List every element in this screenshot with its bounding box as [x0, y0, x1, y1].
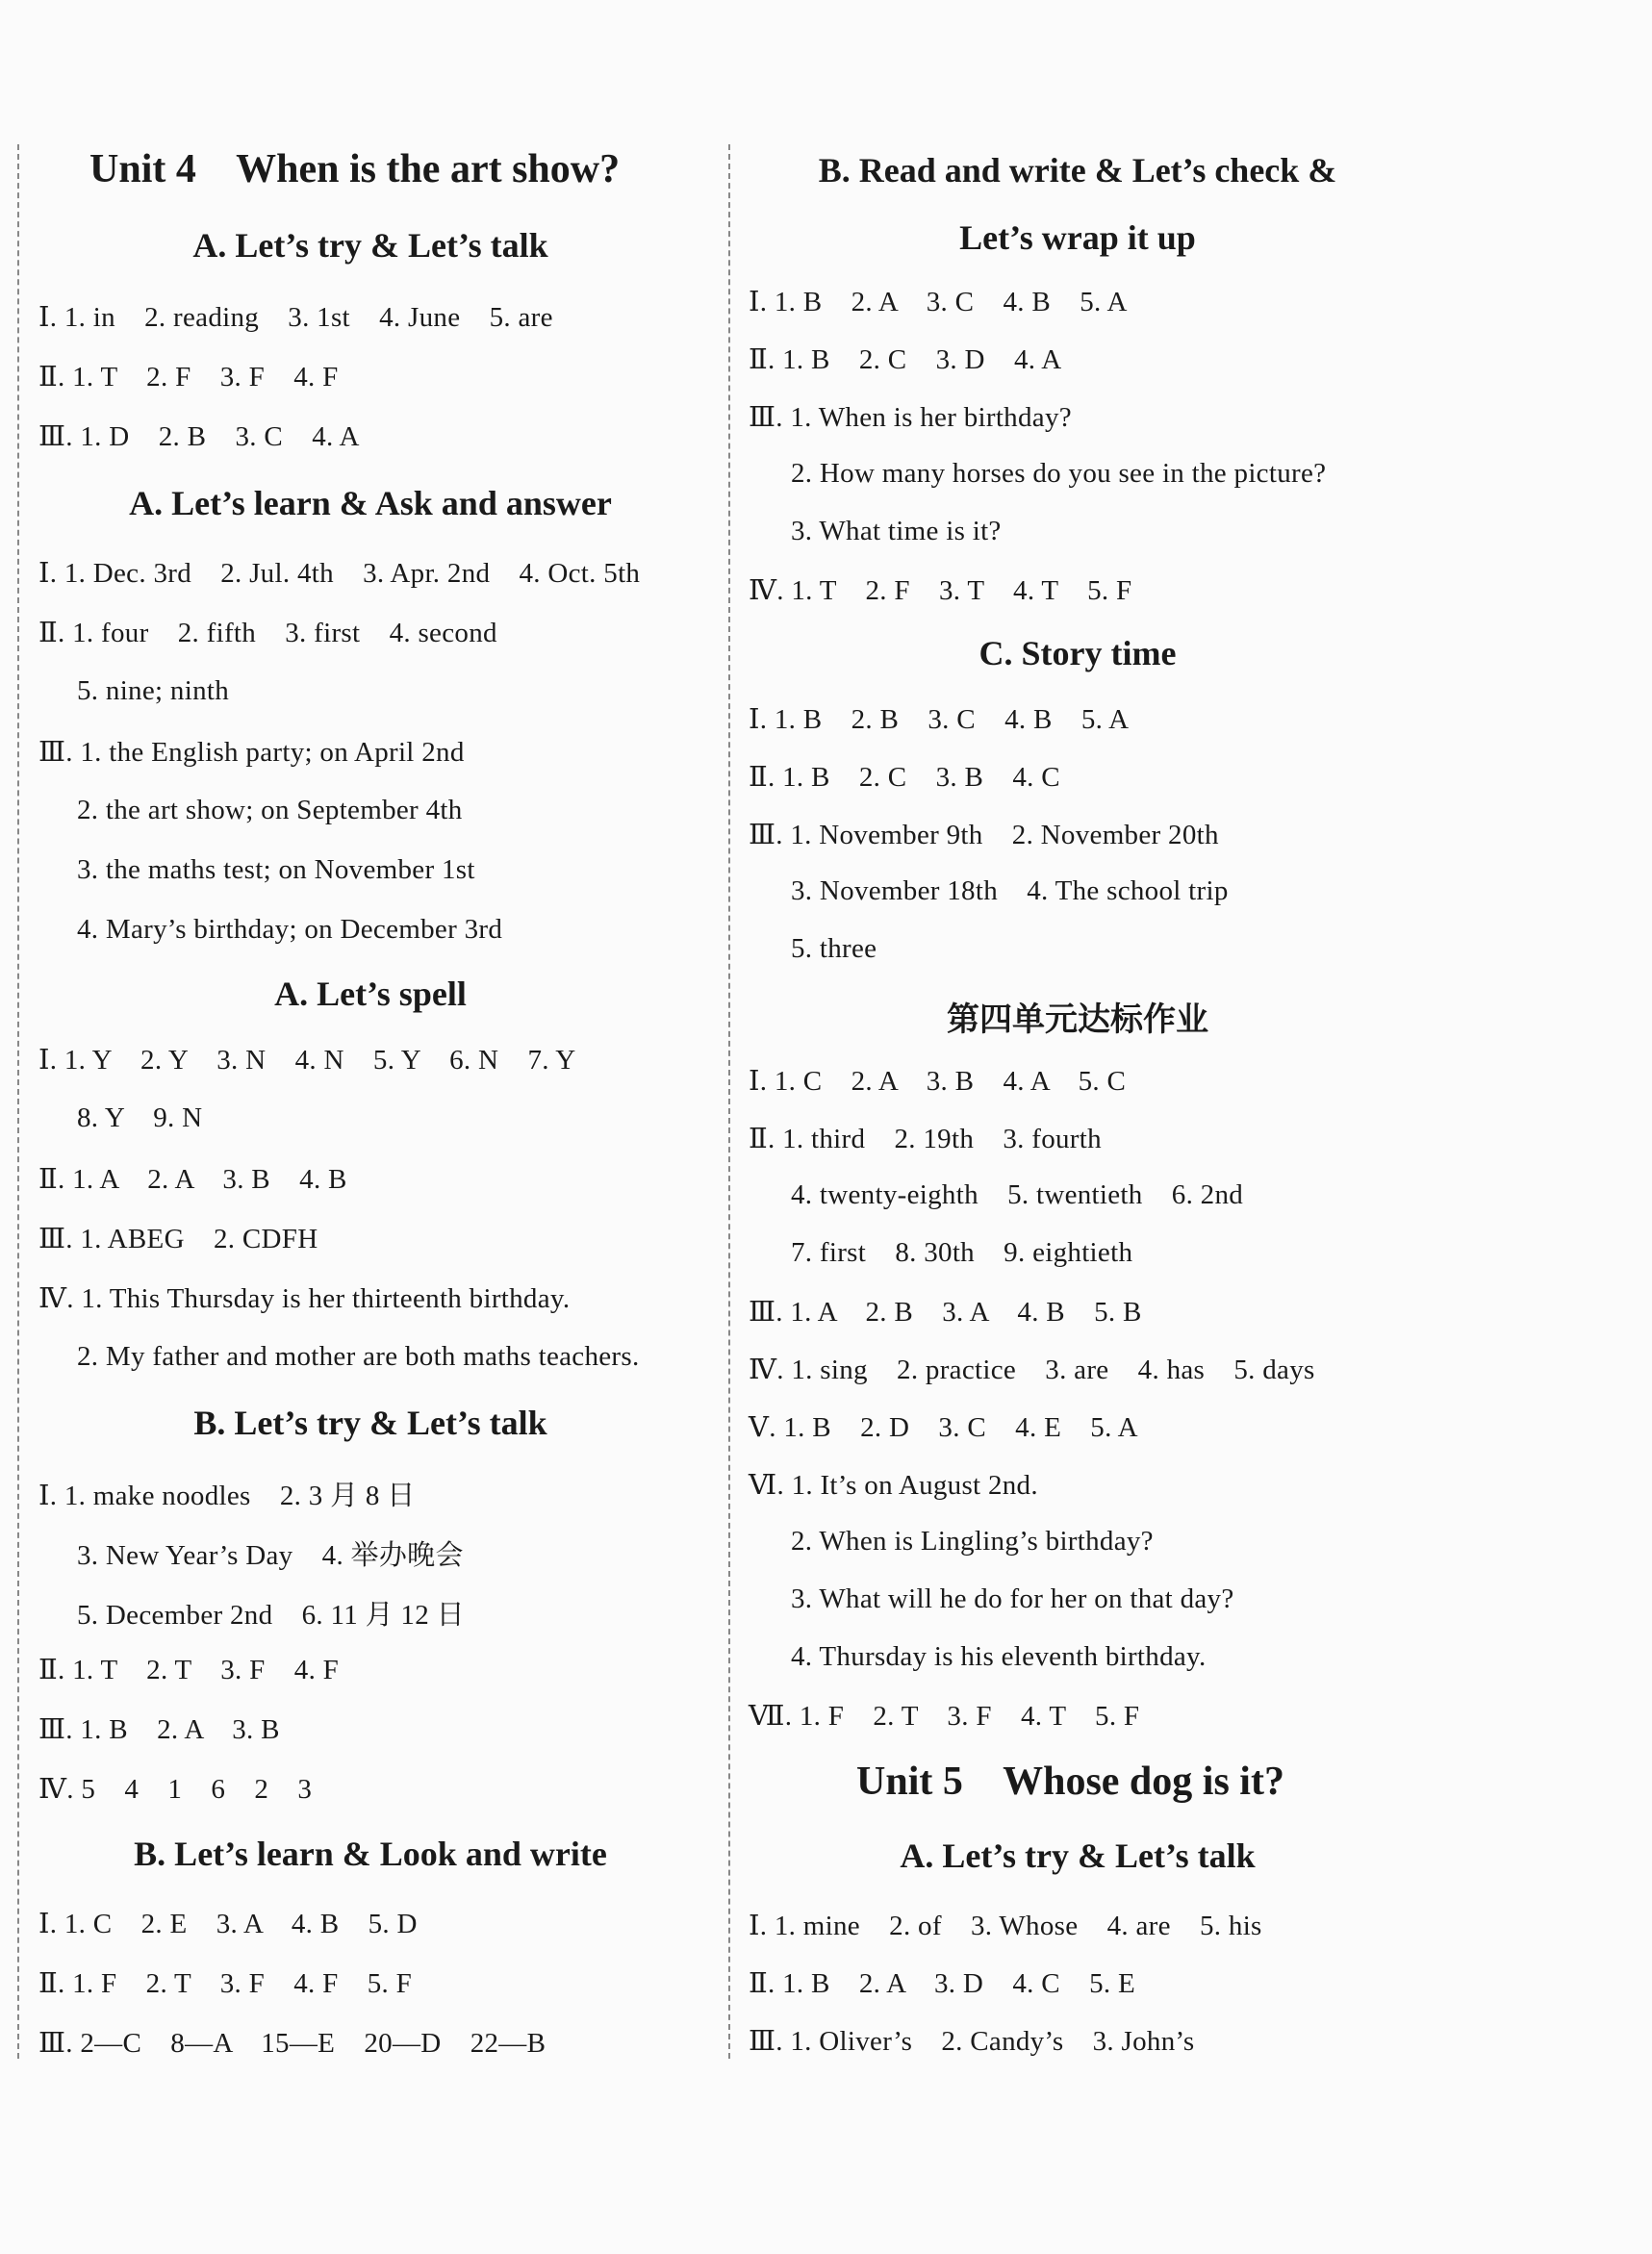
section-heading-c-story: C. Story time	[978, 634, 1177, 672]
answer-line: Ⅵ. 1. It’s on August 2nd.	[749, 1470, 1038, 1501]
answer-line: 3. the maths test; on November 1st	[77, 854, 475, 885]
answer-line: Ⅳ. 5 4 1 6 2 3	[38, 1774, 313, 1805]
answer-line: Ⅰ. 1. C 2. E 3. A 4. B 5. D	[38, 1909, 418, 1939]
answer-line: 3. What will he do for her on that day?	[791, 1583, 1234, 1614]
answer-line: Ⅰ. 1. in 2. reading 3. 1st 4. June 5. are	[38, 302, 553, 333]
answer-line: Ⅶ. 1. F 2. T 3. F 4. T 5. F	[749, 1701, 1140, 1732]
answer-line: Ⅲ. 1. When is her birthday?	[749, 402, 1072, 433]
answer-line: 8. Y 9. N	[77, 1102, 203, 1133]
answer-line: Ⅱ. 1. third 2. 19th 3. fourth	[749, 1124, 1102, 1154]
answer-line: Ⅰ. 1. Dec. 3rd 2. Jul. 4th 3. Apr. 2nd 4. Oct. 5th	[38, 558, 641, 589]
answer-line: Ⅰ. 1. C 2. A 3. B 4. A 5. C	[749, 1066, 1127, 1097]
answer-line: Ⅰ. 1. make noodles 2. 3 月 8 日	[38, 1481, 416, 1511]
answer-line: 5. nine; ninth	[77, 675, 230, 706]
answer-line: Ⅲ. 1. D 2. B 3. C 4. A	[38, 421, 360, 452]
answer-line: Ⅴ. 1. B 2. D 3. C 4. E 5. A	[749, 1412, 1138, 1443]
section-heading-unit-homework: 第四单元达标作业	[947, 1000, 1208, 1039]
answer-line: Ⅰ. 1. B 2. A 3. C 4. B 5. A	[749, 287, 1128, 317]
column-divider	[728, 144, 730, 2059]
answer-line: 4. Mary’s birthday; on December 3rd	[77, 914, 503, 945]
answer-line: 3. What time is it?	[791, 516, 1002, 546]
section-heading-a-try: A. Let’s try & Let’s talk	[192, 226, 548, 265]
answer-line: Ⅳ. 1. sing 2. practice 3. are 4. has 5. days	[749, 1355, 1315, 1385]
answer-line: Ⅱ. 1. A 2. A 3. B 4. B	[38, 1164, 347, 1195]
answer-line: 2. My father and mother are both maths teachers.	[77, 1341, 640, 1372]
unit5-title: Unit 5 Whose dog is it?	[856, 1760, 1284, 1804]
section-heading-a-spell: A. Let’s spell	[274, 975, 467, 1013]
answer-line: 3. November 18th 4. The school trip	[791, 875, 1229, 906]
section-heading-a-learn: A. Let’s learn & Ask and answer	[129, 484, 612, 522]
section-heading-b-learn: B. Let’s learn & Look and write	[134, 1835, 607, 1873]
answer-line: Ⅱ. 1. F 2. T 3. F 4. F 5. F	[38, 1968, 413, 1999]
section-heading-u5-a-try: A. Let’s try & Let’s talk	[900, 1836, 1256, 1875]
answer-line: Ⅳ. 1. T 2. F 3. T 4. T 5. F	[749, 575, 1132, 606]
answer-line: 5. three	[791, 933, 877, 964]
answer-line: 2. When is Lingling’s birthday?	[791, 1526, 1154, 1557]
left-margin-rule	[17, 144, 19, 2059]
answer-line: Ⅱ. 1. four 2. fifth 3. first 4. second	[38, 618, 497, 648]
answer-line: 4. Thursday is his eleventh birthday.	[791, 1641, 1207, 1672]
section-heading-b-try: B. Let’s try & Let’s talk	[193, 1404, 547, 1442]
answer-line: 5. December 2nd 6. 11 月 12 日	[77, 1600, 465, 1631]
answer-line: Ⅲ. 1. ABEG 2. CDFH	[38, 1224, 318, 1254]
answer-line: 3. New Year’s Day 4. 举办晚会	[77, 1540, 464, 1571]
answer-line: Ⅱ. 1. T 2. F 3. F 4. F	[38, 362, 339, 393]
answer-line: Ⅲ. 1. November 9th 2. November 20th	[749, 820, 1219, 850]
answer-line: Ⅰ. 1. mine 2. of 3. Whose 4. are 5. his	[749, 1911, 1262, 1941]
answer-line: Ⅳ. 1. This Thursday is her thirteenth birthday.	[38, 1283, 571, 1314]
answer-line: Ⅱ. 1. T 2. T 3. F 4. F	[38, 1655, 340, 1685]
answer-line: 2. the art show; on September 4th	[77, 795, 463, 825]
answer-line: Ⅱ. 1. B 2. C 3. B 4. C	[749, 762, 1060, 793]
answer-line: 7. first 8. 30th 9. eightieth	[791, 1237, 1133, 1268]
answer-line: Ⅲ. 1. A 2. B 3. A 4. B 5. B	[749, 1297, 1142, 1328]
answer-line: Ⅰ. 1. Y 2. Y 3. N 4. N 5. Y 6. N 7. Y	[38, 1045, 576, 1076]
answer-line: Ⅰ. 1. B 2. B 3. C 4. B 5. A	[749, 704, 1130, 735]
section-heading-b-read-cont: Let’s wrap it up	[959, 218, 1196, 257]
section-heading-b-read: B. Read and write & Let’s check &	[818, 151, 1337, 190]
answer-line: 4. twenty-eighth 5. twentieth 6. 2nd	[791, 1179, 1244, 1210]
answer-line: Ⅲ. 1. the English party; on April 2nd	[38, 737, 465, 768]
answer-line: Ⅲ. 1. B 2. A 3. B	[38, 1714, 280, 1745]
answer-line: 2. How many horses do you see in the picture?	[791, 458, 1327, 489]
answer-line: Ⅱ. 1. B 2. A 3. D 4. C 5. E	[749, 1968, 1135, 1999]
answer-line: Ⅱ. 1. B 2. C 3. D 4. A	[749, 344, 1062, 375]
answer-line: Ⅲ. 1. Oliver’s 2. Candy’s 3. John’s	[749, 2026, 1195, 2057]
unit4-title: Unit 4 When is the art show?	[89, 147, 621, 191]
answer-line: Ⅲ. 2—C 8—A 15—E 20—D 22—B	[38, 2028, 546, 2059]
